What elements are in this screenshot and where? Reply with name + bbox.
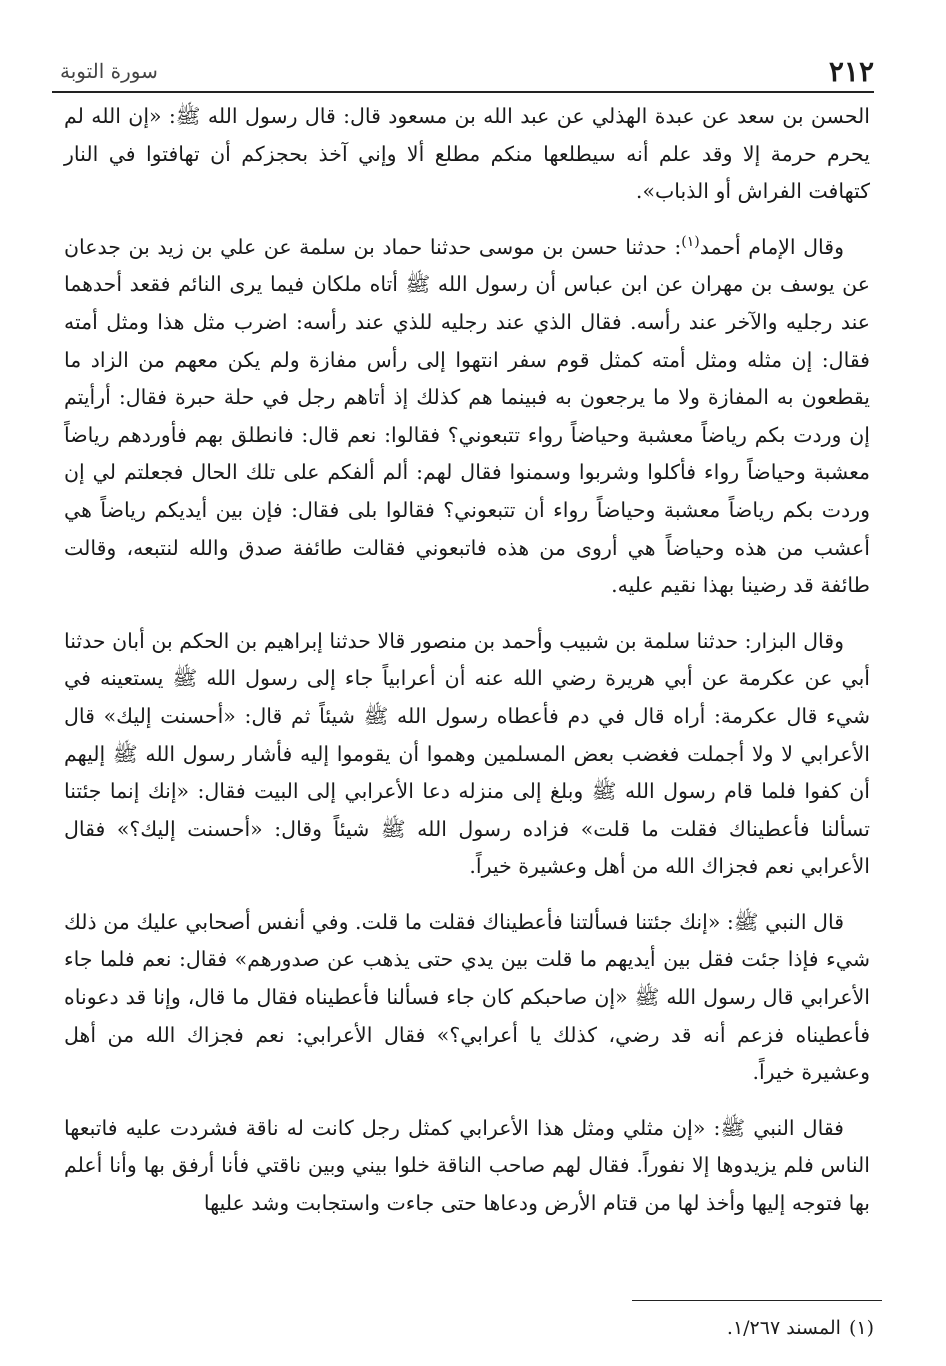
surah-name: سورة التوبة [60,59,158,83]
footnote-reference[interactable]: (١) [681,233,700,250]
paragraph-5: فقال النبي ﷺ: «إن مثلي ومثل هذا الأعرابي كمثل رجل كانت له ناقة فشردت عليه فاتبعها الناس فلم يزيدوها إلا نفوراً. فقال لهم صاحب الناقة خلوا بيني وبين ناقتي فأنا أرفق بها وأنا أعلم بها فتوجه إليها وأخذ لها من قتام الأرض ودعاها حتى جاءت واستجابت وشد عليها [64,1115,870,1216]
paragraph-3: وقال البزار: حدثنا سلمة بن شبيب وأحمد بن منصور قالا حدثنا إبراهيم بن الحكم بن أبان حدثنا أبي عن عكرمة عن أبي هريرة رضي الله عنه أن أعرابياً جاء إلى رسول الله ﷺ يستعينه في شيء قال عكرمة: أراه قال في دم فأعطاه رسول الله ﷺ شيئاً ثم قال: «أحسنت إليك» قال الأعرابي لا ولا أجملت فغضب بعض المسلمين وهموا أن يقوموا إليه فأشار رسول الله ﷺ إليهم أن كفوا فلما قام رسول الله ﷺ وبلغ إلى منزله دعا الأعرابي إلى البيت فقال: «إنك إنما جئتنا تسألنا فأعطيناك فقلت ما قلت» فزاده رسول الله ﷺ شيئاً وقال: «أحسنت إليك؟» فقال الأعرابي نعم فجزاك الله من أهل وعشيرة خيراً. [64,628,870,879]
footnote-marker: (١) [848,1317,874,1339]
running-head [60,50,874,92]
footnote-text: المسند ١/٢٦٧. [726,1317,841,1339]
paragraph-2 [64,229,870,605]
book-page [60,50,874,1350]
header-rule [52,91,874,93]
paragraph-2-lead: وقال الإمام أحمد [699,234,844,259]
footnote [632,1314,874,1342]
paragraph-1: الحسن بن سعد عن عبدة الهذلي عن عبد الله بن مسعود قال: قال رسول الله ﷺ: «إن الله لم يحرم حرمة إلا وقد علم أنه سيطلعها منكم مطلع ألا وإني آخذ بحجزكم أن تهافتوا في النار كتهافت الفراش أو الذباب». [64,104,870,204]
footnote-rule [632,1300,882,1301]
paragraph-2-body: : حدثنا حسن بن موسى حدثنا حماد بن سلمة عن علي بن زيد بن جدعان عن يوسف بن مهران عن ابن عباس أن رسول الله ﷺ أتاه ملكان فيما يرى النائم فقعد أحدهما عند رجليه والآخر عند رأسه. فقال الذي عند رجليه للذي عند رأسه: اضرب مثل هذا ومثل أمته فقال: إن مثله ومثل أمته كمثل قوم سفر انتهوا إلى رأس مفازة ولم يكن معهم من الزاد ما يقطعون به المفازة ولا ما يرجعون به فبينما هم كذلك إذ أتاهم رجل في حلة حبرة فقال: أرأيتم إن وردت بكم رياضاً معشبة وحياضاً رواء تتبعوني؟ فقالوا: نعم قال: فانطلق بهم فأوردهم رياضاً معشبة وحياضاً رواء فأكلوا وشربوا وسمنوا فقال لهم: ألم ألفكم على تلك الحال فجعلتم لي إن وردت بكم رياضاً معشبة وحياضاً رواء أن تتبعوني؟ فقالوا بلى فقال: فإن بين أيديكم رياضاً هي أعشب من هذه وحياضاً هي أروى من هذه فاتبعوني فقالت طائفة صدق والله لنتبعه، وقالت طائفة قد رضينا بهذا نقيم عليه. [64,234,870,598]
page-number: ٢١٢ [828,55,874,88]
body-text [64,98,870,1241]
paragraph-4: قال النبي ﷺ: «إنك جئتنا فسألتنا فأعطيناك فقلت ما قلت. وفي أنفس أصحابي عليك من ذلك شيء فإذا جئت فقل بين أيديهم ما قلت بين يدي حتى يذهب عن صدورهم» فقال: نعم فلما جاء الأعرابي قال رسول الله ﷺ «إن صاحبكم كان جاء فسألنا فأعطيناه فقال ما قال، وإنا قد دعوناه فأعطيناه فزعم أنه قد رضي، كذلك يا أعرابي؟» فقال الأعرابي: نعم فجزاك الله من أهل وعشيرة خيراً. [64,909,870,1085]
